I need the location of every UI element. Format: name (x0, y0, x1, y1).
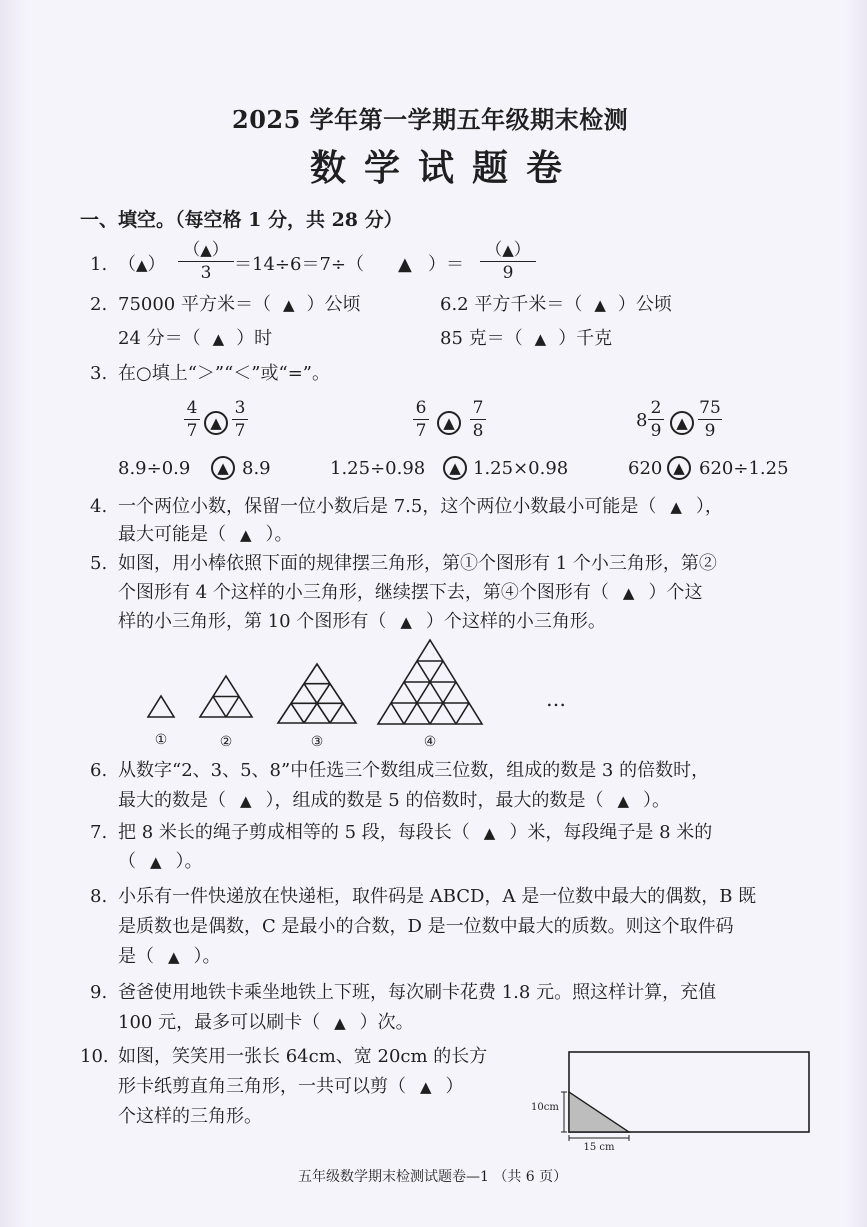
blank-triangle: ▲ (617, 792, 629, 810)
blank-triangle: ▲ (400, 613, 412, 631)
figure-label: ④ (423, 734, 437, 750)
rectangle-card-figure (528, 1046, 818, 1154)
blank-triangle: ▲ (168, 948, 180, 966)
q1-blank-1: （▲） (118, 254, 166, 275)
figure-3-triangles (278, 664, 356, 723)
compare-circle[interactable]: ▲ (667, 456, 691, 480)
q1-equation-tail: ）＝ (428, 254, 464, 275)
q3-fraction: 4 7 (184, 398, 200, 441)
q8-line-3: 是（ ▲ ）。 (118, 946, 221, 967)
q3-expression: 1.25÷0.98 (330, 458, 426, 479)
q3-expression: 620 (628, 458, 663, 479)
q3-fraction: 7 8 (470, 398, 486, 441)
q2-item-b: 6.2 平方千米＝（ ▲ ）公顷 (440, 294, 672, 315)
q8-line-2: 是质数也是偶数，C 是最小的合数，D 是一位数中最大的质数。则这个取件码 (118, 916, 734, 937)
q7-line-2: （ ▲ ）。 (118, 851, 203, 872)
figure-label: ① (154, 732, 168, 748)
q6-line-1: 从数字“2、3、5、8”中任选三个数组成三位数，组成的数是 3 的倍数时， (118, 760, 710, 781)
q3-fraction: 3 7 (232, 398, 248, 441)
exam-title: 2025 学年第一学期五年级期末检测 (232, 105, 629, 134)
section-heading: 一、填空。（每空格 1 分，共 28 分） (80, 209, 403, 231)
blank-triangle: ▲ (334, 1014, 346, 1032)
q1-fraction-1-den: 3 (200, 263, 212, 283)
figure-1-triangle (148, 696, 174, 717)
q7-line-1: 把 8 米长的绳子剪成相等的 5 段，每段长（ ▲ ）米，每段绳子是 8 米的 (118, 822, 713, 843)
q1-equation-mid: ＝14÷6＝7÷（ (234, 254, 364, 275)
blank-triangle: ▲ (420, 1078, 432, 1096)
blank-triangle: ▲ (594, 296, 606, 314)
scan-shadow-right (845, 0, 867, 1227)
q8-line-1: 小乐有一件快递放在快递柜，取件码是 ABCD，A 是一位数中最大的偶数，B 既 (118, 886, 757, 907)
q3-fraction: 75 9 (699, 398, 721, 441)
question-number: 5. (90, 553, 108, 574)
shaded-right-triangle (569, 1092, 629, 1132)
blank-triangle: ▲ (240, 792, 252, 810)
triangle-pattern-figure (140, 636, 600, 754)
figure-ellipsis: … (546, 687, 566, 711)
q3-instruction: 在○填上“＞”“＜”或“=”。 (118, 363, 331, 384)
q1-fraction-2-den: 9 (502, 263, 514, 283)
question-number: 9. (90, 982, 108, 1003)
compare-circle[interactable]: ▲ (437, 411, 461, 435)
blank-triangle: ▲ (534, 330, 547, 348)
q5-line-2: 个图形有 4 个这样的小三角形，继续摆下去，第④个图形有（ ▲ ）个这 (118, 582, 703, 603)
question-number: 10. (80, 1046, 109, 1067)
q3-expression: 8.9 (242, 458, 271, 479)
q1-fraction-1: （▲） 3 (178, 240, 234, 283)
q3-fraction: 2 9 (648, 398, 664, 441)
q5-line-3: 样的小三角形，第 10 个图形有（ ▲ ）个这样的小三角形。 (118, 611, 606, 632)
question-number: 6. (90, 760, 108, 781)
height-label: 10cm (531, 1102, 559, 1113)
blank-triangle: ▲ (398, 254, 412, 275)
q3-expression: 620÷1.25 (699, 458, 789, 479)
figure-4-triangles (378, 640, 482, 724)
q3-whole-number: 8 (636, 410, 648, 431)
question-number: 3. (90, 363, 108, 384)
exam-subtitle: 数学试题卷 (310, 147, 581, 189)
page-footer: 五年级数学期末检测试题卷—1 （共 6 页） (298, 1169, 568, 1185)
width-label: 15 cm (583, 1142, 615, 1153)
compare-circle[interactable]: ▲ (211, 456, 235, 480)
figure-label: ③ (310, 734, 324, 750)
question-number: 2. (90, 294, 108, 315)
q2-item-a: 75000 平方米＝（ ▲ ）公顷 (118, 294, 361, 315)
compare-circle[interactable]: ▲ (443, 456, 467, 480)
blank-triangle: ▲ (136, 256, 148, 274)
figure-2-triangles (200, 676, 252, 717)
q1-fraction-2: （▲） 9 (480, 240, 536, 283)
scan-shadow-left (0, 0, 28, 1227)
figure-label: ② (219, 734, 233, 750)
question-number: 7. (90, 822, 108, 843)
q9-line-1: 爸爸使用地铁卡乘坐地铁上下班，每次刷卡花费 1.8 元。照这样计算，充值 (118, 982, 717, 1003)
blank-triangle: ▲ (483, 824, 496, 842)
q3-expression: 8.9÷0.9 (118, 458, 191, 479)
q2-item-c: 24 分＝（ ▲ ）时 (118, 328, 273, 349)
q4-line-2: 最大可能是（ ▲ ）。 (118, 524, 293, 545)
blank-triangle: ▲ (622, 584, 635, 602)
compare-circle[interactable]: ▲ (204, 411, 228, 435)
blank-triangle: ▲ (282, 296, 295, 314)
compare-circle[interactable]: ▲ (670, 411, 694, 435)
blank-triangle: ▲ (502, 241, 514, 259)
q3-expression: 1.25×0.98 (473, 458, 569, 479)
blank-triangle: ▲ (200, 241, 212, 259)
blank-triangle: ▲ (212, 330, 225, 348)
q9-line-2: 100 元，最多可以刷卡（ ▲ ）次。 (118, 1012, 414, 1033)
q2-item-d: 85 克＝（ ▲ ）千克 (440, 328, 613, 349)
blank-triangle: ▲ (240, 526, 252, 544)
blank-triangle: ▲ (150, 853, 162, 871)
q3-fraction: 6 7 (413, 398, 429, 441)
q10-line-1: 如图，笑笑用一张长 64cm、宽 20cm 的长方 (118, 1046, 488, 1067)
question-number: 4. (90, 496, 108, 517)
blank-triangle: ▲ (670, 498, 682, 516)
q6-line-2: 最大的数是（ ▲ ），组成的数是 5 的倍数时，最大的数是（ ▲ ）。 (118, 790, 670, 811)
question-number: 8. (90, 886, 108, 907)
question-number: 1. (90, 254, 108, 275)
q4-line-1: 一个两位小数，保留一位小数后是 7.5，这个两位小数最小可能是（ ▲ ）， (118, 496, 723, 517)
q5-line-1: 如图，用小棒依照下面的规律摆三角形，第①个图形有 1 个小三角形，第② (118, 553, 717, 574)
q10-line-2: 形卡纸剪直角三角形，一共可以剪（ ▲ ） (118, 1076, 464, 1097)
q10-line-3: 个这样的三角形。 (118, 1106, 262, 1127)
